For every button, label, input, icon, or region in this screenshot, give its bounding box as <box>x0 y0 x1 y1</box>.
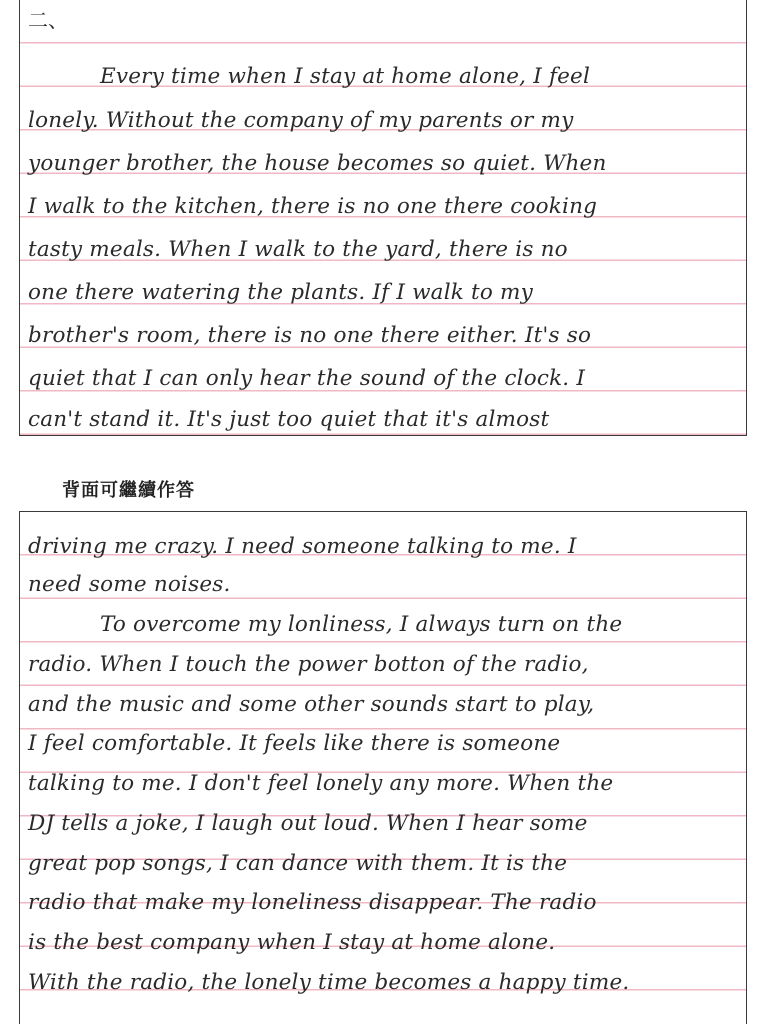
continue-note: 背面可繼續作答 <box>62 480 195 501</box>
essay-line: I feel comfortable. It feels like there is someone <box>28 731 561 756</box>
essay-line: I walk to the kitchen, there is no one there cooking <box>28 194 598 219</box>
essay-line: younger brother, the house becomes so quiet. When <box>28 151 607 176</box>
essay-line: talking to me. I don't feel lonely any more. When the <box>28 771 614 796</box>
essay-line: lonely. Without the company of my parents or my <box>28 108 574 133</box>
essay-line: radio. When I touch the power botton of the radio, <box>28 652 589 677</box>
section-label: 二、 <box>28 8 68 32</box>
answer-sheet-bottom <box>19 511 747 1024</box>
answer-sheet-top <box>19 0 747 436</box>
essay-line: brother's room, there is no one there either. It's so <box>28 323 592 348</box>
essay-line: is the best company when I stay at home alone. <box>28 930 556 955</box>
essay-line: DJ tells a joke, I laugh out loud. When I hear some <box>28 811 588 836</box>
essay-line: tasty meals. When I walk to the yard, there is no <box>28 237 568 262</box>
essay-line: can't stand it. It's just too quiet that it's almost <box>28 407 550 432</box>
essay-line: radio that make my loneliness disappear. The radio <box>28 890 597 915</box>
essay-line: great pop songs, I can dance with them. It is the <box>28 851 568 876</box>
essay-line: and the music and some other sounds start to play, <box>28 692 595 717</box>
essay-line: need some noises. <box>28 572 231 597</box>
essay-line: Every time when I stay at home alone, I feel <box>100 64 591 89</box>
essay-line: With the radio, the lonely time becomes a happy time. <box>28 970 630 995</box>
essay-line: quiet that I can only hear the sound of the clock. I <box>28 366 586 391</box>
essay-line: driving me crazy. I need someone talking to me. I <box>28 534 577 559</box>
essay-line: one there watering the plants. If I walk to my <box>28 280 533 305</box>
essay-line: To overcome my lonliness, I always turn on the <box>100 612 623 637</box>
